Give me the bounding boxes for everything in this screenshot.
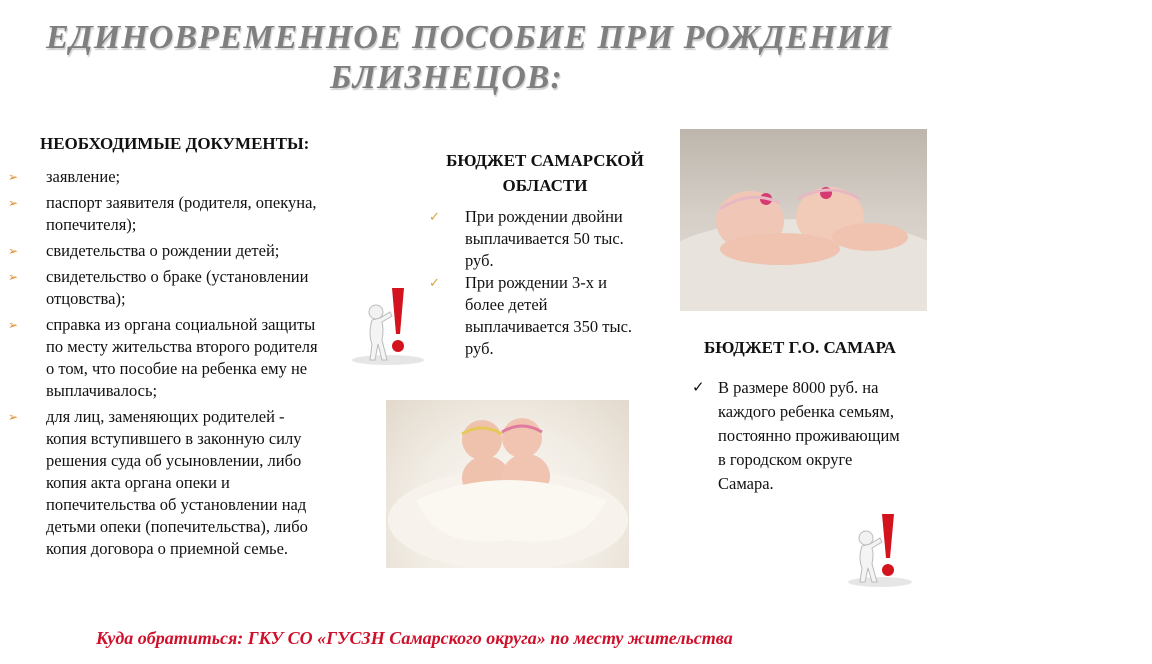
exclamation-figure-icon (844, 508, 916, 588)
documents-list (6, 166, 326, 564)
list-item (425, 272, 635, 360)
list-item (6, 240, 326, 262)
where-to-apply-note: Куда обратиться: ГКУ СО «ГУСЗН Самарского округа» по месту жительства (96, 628, 733, 648)
list-item (6, 192, 326, 236)
list-item-text: При рождении двойни выплачивается 50 тыс. руб. (465, 207, 624, 270)
list-item-text: паспорт заявителя (родителя, опекуна, попечителя); (46, 193, 317, 234)
arrow-bullet-icon: ➢ (8, 318, 19, 332)
page-title (40, 18, 900, 98)
list-item (6, 266, 326, 310)
arrow-bullet-icon: ➢ (8, 270, 19, 284)
arrow-bullet-icon: ➢ (8, 410, 19, 424)
check-bullet-icon: ✓ (429, 209, 440, 224)
list-item-text: справка из органа социальной защиты по месту жительства второго родителя о том, что пособие на ребенка ему не выплачивалось; (46, 315, 318, 400)
arrow-bullet-icon: ➢ (8, 170, 19, 184)
list-item-text: свидетельство о браке (установлении отцовства); (46, 267, 309, 308)
city-budget-list (690, 376, 910, 496)
region-budget-list (425, 206, 635, 360)
documents-heading: НЕОБХОДИМЫЕ ДОКУМЕНТЫ: (40, 134, 310, 153)
twins-in-blanket-photo (386, 400, 629, 568)
arrow-bullet-icon: ➢ (8, 196, 19, 210)
check-bullet-icon: ✓ (692, 380, 705, 396)
check-bullet-icon: ✓ (429, 275, 440, 290)
arrow-bullet-icon: ➢ (8, 244, 19, 258)
list-item (690, 376, 910, 496)
list-item (6, 166, 326, 188)
list-item-text: В размере 8000 руб. на каждого ребенка семьям, постоянно проживающим в городском округе Самара. (718, 378, 900, 493)
list-item-text: для лиц, заменяющих родителей - копия вступившего в законную силу решения суда об усыновлении, либо копия акта органа опеки и попечительства об установлении над детьми опеки (попечительства), либо копия договора о приемной семье. (46, 407, 308, 558)
list-item-text: При рождении 3-х и более детей выплачивается 350 тыс. руб. (465, 273, 633, 358)
list-item-text: заявление; (46, 167, 121, 186)
city-budget-heading: БЮДЖЕТ Г.О. САМАРА (704, 338, 896, 357)
title-line-2: БЛИЗНЕЦОВ: (330, 59, 563, 96)
title-line-1: ЕДИНОВРЕМЕННОЕ ПОСОБИЕ ПРИ РОЖДЕНИИ (46, 19, 892, 56)
twins-photo (680, 129, 927, 311)
list-item (6, 406, 326, 560)
exclamation-figure-icon (348, 282, 426, 366)
list-item-text: свидетельства о рождении детей; (46, 241, 280, 260)
list-item (425, 206, 635, 272)
region-budget-heading: БЮДЖЕТ САМАРСКОЙ ОБЛАСТИ (446, 151, 644, 195)
list-item (6, 314, 326, 402)
